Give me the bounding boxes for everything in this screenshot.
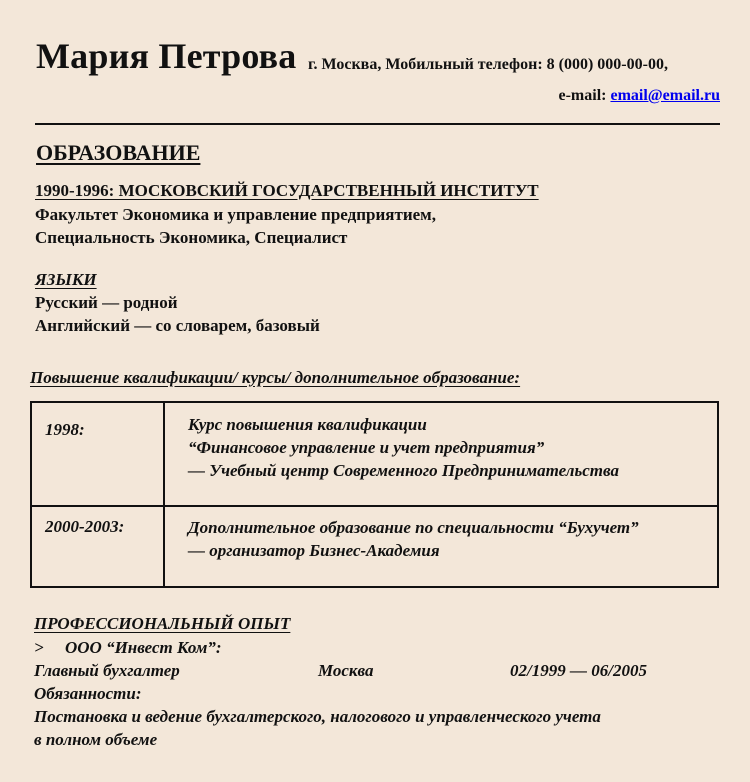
duties-text: в полном объеме <box>34 730 158 749</box>
course-description: Курс повышения квалификации <box>188 415 427 434</box>
contact-address-phone: г. Москва, Мобильный телефон: 8 (000) 000-00-00, <box>308 56 668 73</box>
contact-email-line <box>558 87 720 105</box>
courses-title: Повышение квалификации/ курсы/ дополнительное образование: <box>30 368 521 387</box>
candidate-name: Мария Петрова <box>36 36 297 76</box>
education-specialty: Специальность Экономика, Специалист <box>35 228 348 247</box>
email-label: e-mail: <box>558 87 611 104</box>
education-faculty: Факультет Экономика и управление предприятием, <box>35 205 436 224</box>
job-period: 02/1999 — 06/2005 <box>510 661 647 680</box>
duties-label: Обязанности: <box>34 684 142 703</box>
languages-title: ЯЗЫКИ <box>35 270 97 289</box>
table-row <box>32 403 717 505</box>
column-divider <box>163 403 165 505</box>
language-item: Английский — со словарем, базовый <box>35 316 320 335</box>
company-marker: > <box>34 638 44 657</box>
company-name: ООО “Инвест Ком”: <box>65 638 222 657</box>
column-divider <box>163 507 165 588</box>
courses-table <box>30 401 719 588</box>
table-row <box>32 505 717 588</box>
email-link[interactable]: email@email.ru <box>610 87 720 104</box>
language-item: Русский — родной <box>35 293 178 312</box>
course-description: — Учебный центр Современного Предпринимательства <box>188 461 620 480</box>
header-divider <box>35 123 720 125</box>
course-year: 2000-2003: <box>45 517 125 536</box>
course-year: 1998: <box>45 420 85 439</box>
course-description: — организатор Бизнес-Академия <box>188 541 440 560</box>
experience-title: ПРОФЕССИОНАЛЬНЫЙ ОПЫТ <box>34 614 291 633</box>
course-description: “Финансовое управление и учет предприятия” <box>188 438 545 457</box>
job-position: Главный бухгалтер <box>34 661 180 680</box>
job-city: Москва <box>318 661 374 680</box>
duties-text: Постановка и ведение бухгалтерского, налогового и управленческого учета <box>34 707 601 726</box>
education-title: ОБРАЗОВАНИЕ <box>36 140 201 165</box>
education-institution: 1990-1996: МОСКОВСКИЙ ГОСУДАРСТВЕННЫЙ ИНСТИТУТ <box>35 181 539 200</box>
course-description: Дополнительное образование по специальности “Бухучет” <box>188 518 639 537</box>
